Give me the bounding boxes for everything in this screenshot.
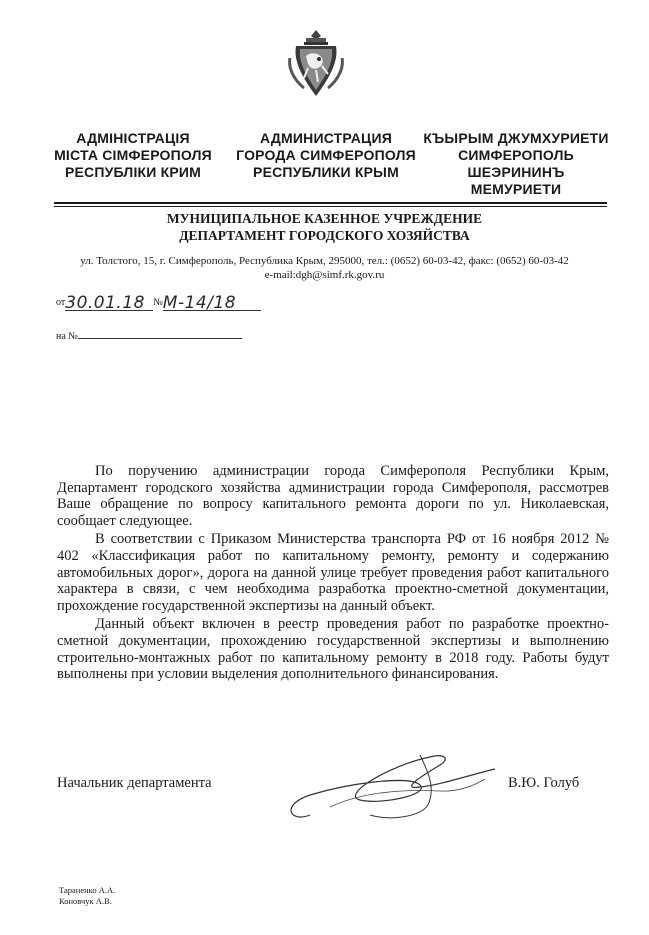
registration-date: 30.01.18 — [65, 293, 145, 313]
header-divider — [54, 202, 607, 204]
header-ukrainian-line: АДМІНІСТРАЦІЯ — [76, 130, 190, 146]
organization-contacts — [0, 254, 649, 282]
executor-name: Коновчук А.В. — [59, 896, 112, 906]
header-crimean-tatar — [416, 130, 616, 198]
header-crimean-tatar-line: МЕМУРИЕТИ — [470, 181, 562, 197]
handwritten-signature — [270, 745, 510, 830]
signer-name: В.Ю. Голуб — [508, 775, 580, 791]
body-paragraph: В соответствии с Приказом Министерства транспорта РФ от 16 ноября 2012 № 402 «Классификация работ по капитальному ремонту, ремонту и содержанию автомобильных дорог», дорога на данной улице требует проведения работ капитального характера в связи, с чем необходима разработка проектно-сметной документации, прохождение государственной экспертизы на данный объект. — [57, 531, 609, 614]
header-russian-line: РЕСПУБЛИКИ КРЫМ — [253, 164, 399, 180]
header-russian-line: АДМИНИСТРАЦИЯ — [260, 130, 392, 146]
number-label: № — [153, 297, 163, 308]
header-russian — [226, 130, 426, 181]
header-ukrainian — [33, 130, 233, 181]
reply-registration — [56, 328, 242, 342]
header-russian-line: ГОРОДА СИМФЕРОПОЛЯ — [236, 147, 416, 163]
organization-address: ул. Толстого, 15, г. Симферополь, Республика Крым, 295000, тел.: (0652) 60-03-42, факс: (0652) 60-03-42 — [80, 255, 569, 267]
signer-title: Начальник департамента — [57, 775, 212, 791]
header-crimean-tatar-line: СИМФЕРОПОЛЬ — [458, 147, 574, 163]
outgoing-registration — [56, 290, 261, 311]
coat-of-arms-icon — [288, 28, 344, 98]
organization-email: e-mail:dgh@simf.rk.gov.ru — [264, 269, 385, 281]
reply-label: на № — [56, 331, 78, 342]
header-crimean-tatar-line: ШЕЭРИНИНЪ — [467, 164, 565, 180]
body-paragraph: Данный объект включен в реестр проведения работ по разработке проектно-сметной документации, прохождению государственной экспертизы и выполнению строительно-монтажных работ по капитальному ремонту в 2018 году. Работы будут выполнены при условии выделения дополнительного финансирования. — [57, 616, 609, 683]
organization-line2: ДЕПАРТАМЕНТ ГОРОДСКОГО ХОЗЯЙСТВА — [179, 228, 470, 243]
from-label: от — [56, 297, 66, 308]
header-crimean-tatar-line: КЪЫРЫМ ДЖУМХУРИЕТИ — [423, 130, 609, 146]
reply-number-blank — [78, 328, 242, 339]
executors — [59, 885, 115, 907]
executor-name: Тараненко А.А. — [59, 885, 116, 895]
organization-line1: МУНИЦИПАЛЬНОЕ КАЗЕННОЕ УЧРЕЖДЕНИЕ — [166, 211, 483, 226]
registration-number: М-14/18 — [162, 293, 237, 313]
organization-name — [0, 210, 649, 244]
header-ukrainian-line: МІСТА СІМФЕРОПОЛЯ — [54, 147, 212, 163]
header-divider-thin — [54, 206, 607, 207]
letter-body — [57, 463, 609, 685]
body-paragraph: По поручению администрации города Симферополя Республики Крым, Департамент городского хозяйства администрации города Симферополя, рассмотрев Ваше обращение по вопросу капитального ремонта дороги по ул. Николаевская, сообщает следующее. — [57, 463, 609, 529]
header-ukrainian-line: РЕСПУБЛІКИ КРИМ — [64, 164, 202, 180]
